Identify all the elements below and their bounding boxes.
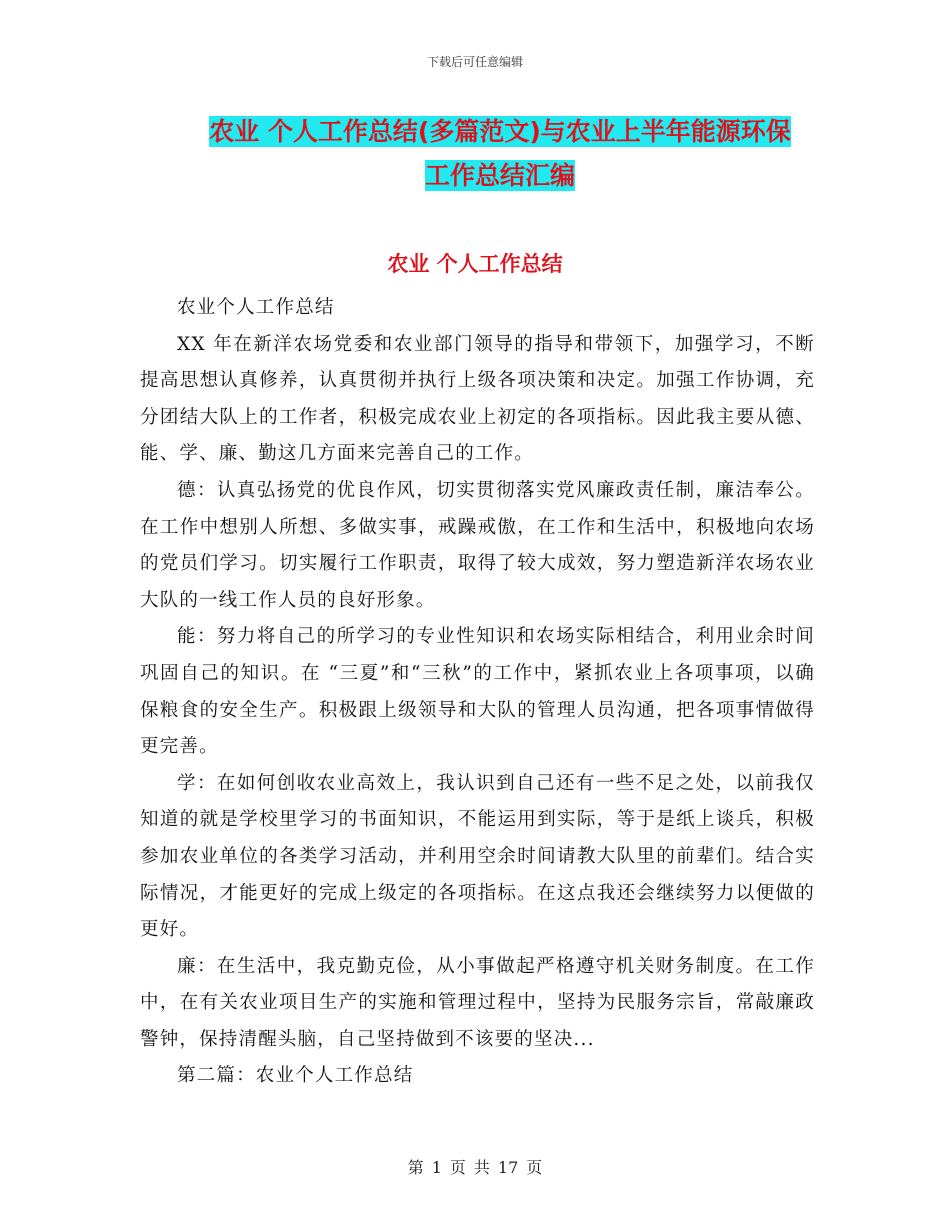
paragraph: 学：在如何创收农业高效上，我认识到自己还有一些不足之处，以前我仅知道的就是学校里学习的书面知识，不能运用到实际，等于是纸上谈兵，积极参加农业单位的各类学习活动，并利用空余时间请教大队里的前辈们。结合实际情况，才能更好的完成上级定的各项指标。在这点我还会继续努力以便做的更好。 xyxy=(140,772,815,941)
footer-page-word: 页 xyxy=(449,1158,466,1177)
paragraph: 农业个人工作总结 xyxy=(177,297,335,318)
paragraph: XX 年在新洋农场党委和农业部门领导的指导和带领下，加强学习，不断提高思想认真修养，认真贯彻并执行上级各项决策和决定。加强工作协调，充分团结大队上的工作者，积极完成农业上初定的各项指标。因此我主要从德、能、学、廉、勤这几方面来完善自己的工作。 xyxy=(140,333,815,465)
section-title: 农业 个人工作总结 xyxy=(387,252,563,276)
document-title-line-2: 工作总结汇编 xyxy=(424,161,575,190)
total-page-number: 17 xyxy=(497,1158,519,1177)
paragraph: 德：认真弘扬党的优良作风，切实贯彻落实党风廉政责任制，廉洁奉公。在工作中想别人所想、多做实事，戒躁戒傲，在工作和生活中，积极地向农场的党员们学习。切实履行工作职责，取得了较大成效，努力塑造新洋农场农业大队的一线工作人员的良好形象。 xyxy=(140,479,815,611)
footer-prefix: 第 xyxy=(407,1158,424,1177)
paragraph: 能：努力将自己的所学习的专业性知识和农场实际相结合，利用业余时间巩固自己的知识。在 “三夏”和“三秋”的工作中，紧抓农业上各项事项，以确保粮食的安全生产。积极跟上级领导和大队的管理人员沟通，把各项事情做得更完善。 xyxy=(140,626,815,758)
page-footer xyxy=(0,1155,950,1178)
body-text xyxy=(140,290,815,1095)
current-page-number: 1 xyxy=(431,1158,442,1177)
footer-suffix: 页 xyxy=(526,1158,543,1177)
footer-total-word: 共 xyxy=(473,1158,490,1177)
header-note: 下载后可任意编辑 xyxy=(426,55,523,69)
paragraph: 第二篇：农业个人工作总结 xyxy=(177,1065,414,1087)
document-title xyxy=(150,110,850,198)
document-title-line-1: 农业 个人工作总结(多篇范文)与农业上半年能源环保 xyxy=(209,117,791,146)
paragraph: 廉：在生活中，我克勤克俭，从小事做起严格遵守机关财务制度。在工作中，在有关农业项目生产的实施和管理过程中，坚持为民服务宗旨，常敲廉政警钟，保持清醒头脑，自己坚持做到不该要的坚决... xyxy=(140,955,815,1050)
